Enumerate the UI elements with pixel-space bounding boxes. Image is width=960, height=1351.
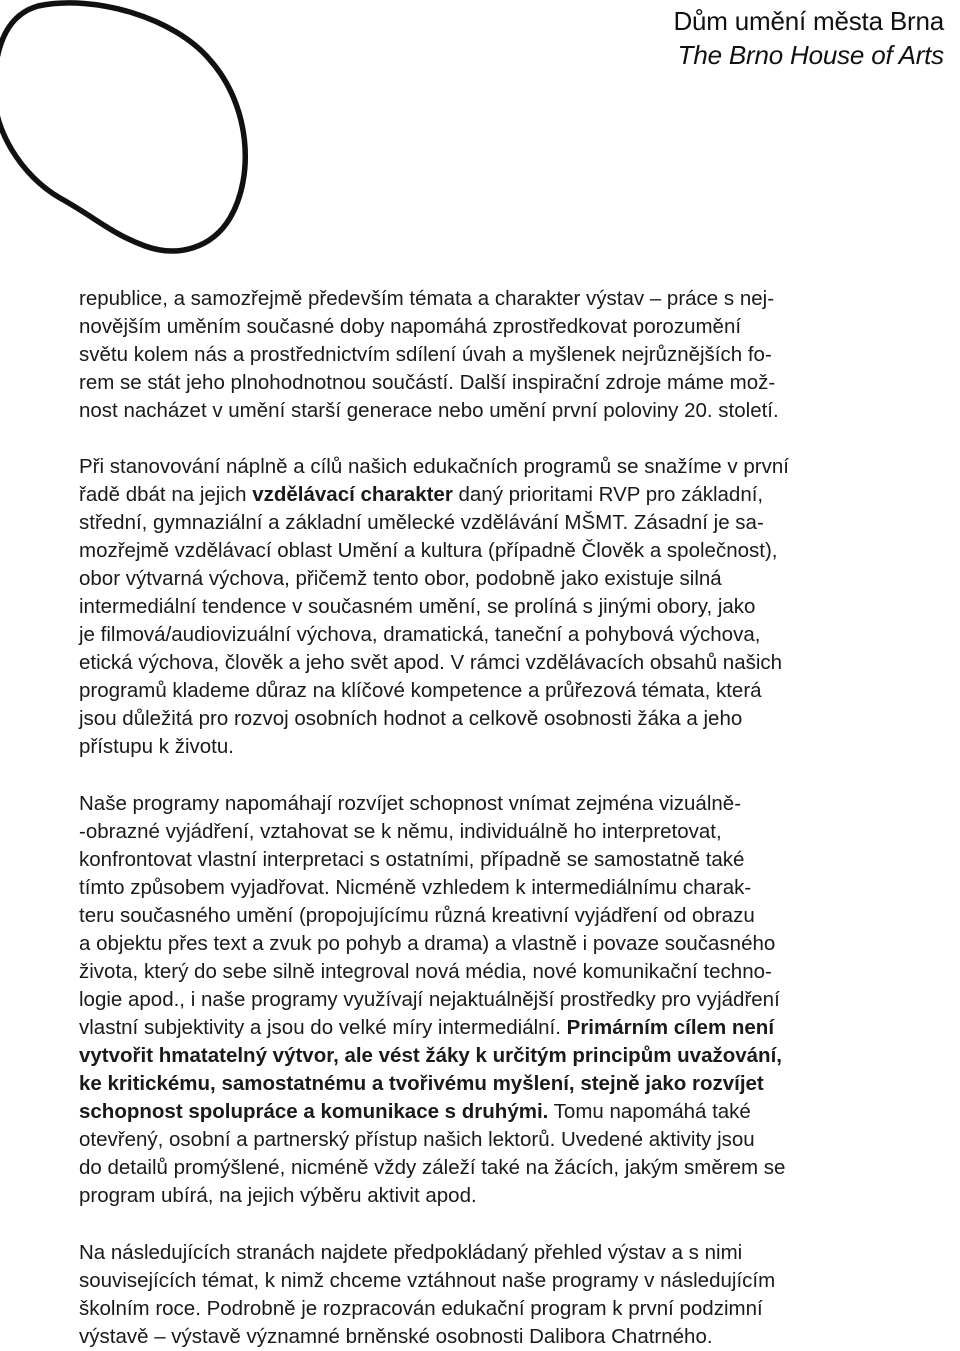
- text-line: Na následujících stranách najdete předpokládaný přehled výstav a s nimi: [79, 1241, 743, 1264]
- text-line: konfrontovat vlastní interpretaci s ostatními, případně se samostatně také: [79, 848, 745, 871]
- text-run: řadě dbát na jejich: [79, 483, 253, 506]
- text-line: školním roce. Podrobně je rozpracován edukační program k první podzimní: [79, 1297, 763, 1320]
- text-line: mozřejmě vzdělávací oblast Umění a kultura (případně Člověk a společnost),: [79, 539, 778, 562]
- text-line: a objektu přes text a zvuk po pohyb a drama) a vlastně i povaze současného: [79, 932, 776, 955]
- text-line: souvisejících témat, k nimž chceme vztáhnout naše programy v následujícím: [79, 1269, 776, 1292]
- logo-outline-shape: [0, 3, 245, 251]
- bold-run: vzdělávací charakter: [252, 483, 453, 506]
- text-line: přístupu k životu.: [79, 735, 234, 758]
- article-body: [79, 285, 909, 1351]
- text-line: novějším uměním současné doby napomáhá zprostředkovat porozumění: [79, 315, 742, 338]
- text-run: Tomu napomáhá také: [548, 1100, 751, 1123]
- bold-line: ke kritickému, samostatnému a tvořivému myšlení, stejně jako rozvíjet: [79, 1072, 764, 1095]
- paragraph-1: [79, 285, 909, 425]
- text-line: otevřený, osobní a partnerský přístup našich lektorů. Uvedené aktivity jsou: [79, 1128, 755, 1151]
- text-line: Naše programy napomáhají rozvíjet schopnost vnímat zejména vizuálně-: [79, 792, 742, 815]
- header-title-czech: Dům umění města Brna: [673, 6, 944, 36]
- text-run: vlastní subjektivity a jsou do velké míry intermediální.: [79, 1016, 567, 1039]
- text-line: světu kolem nás a prostřednictvím sdílení úvah a myšlenek nejrůznějších fo-: [79, 343, 772, 366]
- text-line: republice, a samozřejmě především témata a charakter výstav – práce s nej-: [79, 287, 775, 310]
- text-run: daný prioritami RVP pro základní,: [452, 483, 764, 506]
- text-line: [79, 1014, 909, 1042]
- text-line: etická výchova, člověk a jeho svět apod. V rámci vzdělávacích obsahů našich: [79, 651, 783, 674]
- text-line: [79, 1098, 909, 1126]
- house-of-arts-logo: [0, 0, 260, 262]
- text-line: je filmová/audiovizuální výchova, dramatická, taneční a pohybová výchova,: [79, 623, 761, 646]
- bold-run: schopnost spolupráce a komunikace s druhými.: [79, 1100, 549, 1123]
- text-line: života, který do sebe silně integroval nová média, nové komunikační techno-: [79, 960, 772, 983]
- text-line: jsou důležitá pro rozvoj osobních hodnot a celkově osobnosti žáka a jeho: [79, 707, 743, 730]
- text-line: [79, 481, 909, 509]
- text-line: teru současného umění (propojujícímu různá kreativní vyjádření od obrazu: [79, 904, 755, 927]
- text-line: rem se stát jeho plnohodnotnou součástí. Další inspirační zdroje máme mož-: [79, 371, 776, 394]
- text-line: tímto způsobem vyjadřovat. Nicméně vzhledem k intermediálnímu charak-: [79, 876, 752, 899]
- text-line: obor výtvarná výchova, přičemž tento obor, podobně jako existuje silná: [79, 567, 722, 590]
- header: [673, 4, 944, 72]
- text-line: intermediální tendence v současném umění, se prolíná s jinými obory, jako: [79, 595, 756, 618]
- bold-run: Primárním cílem není: [566, 1016, 775, 1039]
- text-line: do detailů promýšlené, nicméně vždy záleží také na žácích, jakým směrem se: [79, 1156, 786, 1179]
- text-line: výstavě – výstavě významné brněnské osobnosti Dalibora Chatrného.: [79, 1325, 713, 1348]
- text-line: program ubírá, na jejich výběru aktivit apod.: [79, 1184, 477, 1207]
- text-line: nost nacházet v umění starší generace nebo umění první poloviny 20. století.: [79, 399, 779, 422]
- text-line: programů klademe důraz na klíčové kompetence a průřezová témata, která: [79, 679, 762, 702]
- text-line: střední, gymnaziální a základní umělecké vzdělávání MŠMT. Zásadní je sa-: [79, 511, 764, 534]
- header-title-english: The Brno House of Arts: [677, 40, 944, 70]
- text-line: logie apod., i naše programy využívají nejaktuálnější prostředky pro vyjádření: [79, 988, 780, 1011]
- paragraph-3: [79, 790, 909, 1210]
- text-line: -obrazné vyjádření, vztahovat se k němu, individuálně ho interpretovat,: [79, 820, 722, 843]
- paragraph-2: [79, 453, 909, 761]
- paragraph-4: [79, 1239, 909, 1351]
- bold-line: vytvořit hmatatelný výtvor, ale vést žáky k určitým principům uvažování,: [79, 1044, 782, 1067]
- text-line: Při stanovování náplně a cílů našich edukačních programů se snažíme v první: [79, 455, 789, 478]
